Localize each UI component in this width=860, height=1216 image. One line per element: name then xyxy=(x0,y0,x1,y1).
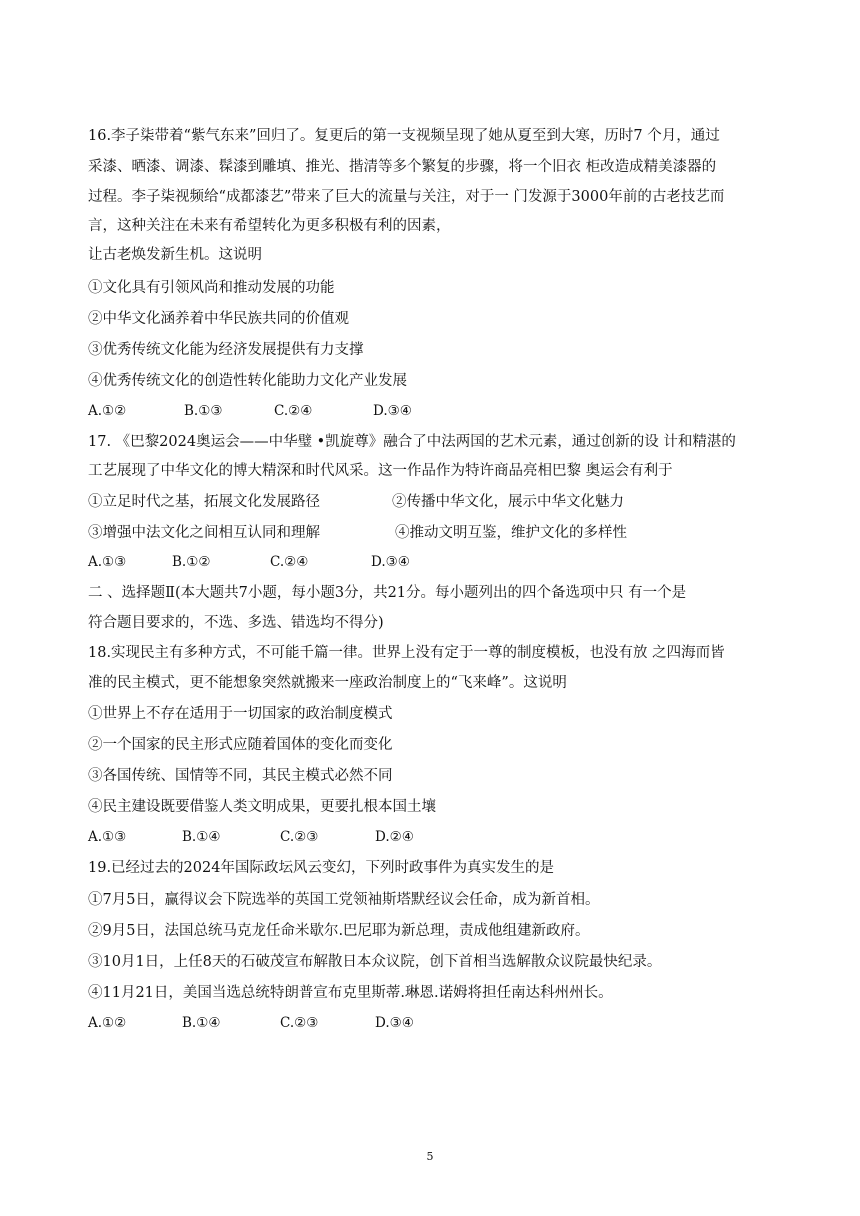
q16-stem-line: 言，这种关注在未来有希望转化为更多积极有利的因素， xyxy=(88,218,451,234)
q19-options xyxy=(88,1014,414,1032)
option-b: B.①③ xyxy=(184,403,223,419)
q19-stem-line: 19.已经过去的2024年国际政坛风云变幻，下列时政事件为真实发生的是 xyxy=(88,860,554,876)
q16-options xyxy=(88,402,412,420)
option-b: B.①② xyxy=(172,554,211,570)
option-c: C.②③ xyxy=(280,829,319,845)
q17-choice-row xyxy=(88,493,624,511)
q16-stem-line: 让古老焕发新生机。这说明 xyxy=(88,247,262,263)
q16-stem-line: 采漆、晒漆、调漆、髹漆到雕填、推光、揩清等多个繁复的步骤，将一个旧衣 柜改造成精美漆器的 xyxy=(88,159,717,175)
q19-choice-4: ④11月21日，美国当选总统特朗普宣布克里斯蒂.琳恩.诺姆将担任南达科州州长。 xyxy=(88,985,613,1001)
q18-options xyxy=(88,828,414,846)
option-d: D.③④ xyxy=(371,554,410,570)
option-c: C.②④ xyxy=(274,403,313,419)
option-a: A.①② xyxy=(88,403,127,419)
q16-choice-1: ①文化具有引领风尚和推动发展的功能 xyxy=(88,280,335,296)
q16-stem-line: 过程。李子柒视频给“成都漆艺”带来了巨大的流量与关注，对于一 门发源于3000年前的古老技艺而 xyxy=(88,189,725,205)
q17-stem-line: 工艺展现了中华文化的博大精深和时代风采。这一作品作为特许商品亮相巴黎 奥运会有利于 xyxy=(88,463,673,479)
q19-choice-1: ①7月5日，赢得议会下院选举的英国工党领袖斯塔默经议会任命，成为新首相。 xyxy=(88,892,600,908)
q17-choice-3: ③增强中法文化之间相互认同和理解 xyxy=(88,525,320,541)
option-a: A.①③ xyxy=(88,554,127,570)
q19-choice-3: ③10月1日，上任8天的石破茂宣布解散日本众议院，创下首相当选解散众议院最快纪录。 xyxy=(88,954,662,970)
q18-choice-1: ①世界上不存在适用于一切国家的政治制度模式 xyxy=(88,706,393,722)
q18-stem-line: 准的民主模式，更不能想象突然就搬来一座政治制度上的“飞来峰”。这说明 xyxy=(88,675,567,691)
option-a: A.①③ xyxy=(88,829,127,845)
q19-choice-2: ②9月5日，法国总统马克龙任命米歇尔.巴尼耶为新总理，责成他组建新政府。 xyxy=(88,923,590,939)
q17-choice-2: ②传播中华文化，展示中华文化魅力 xyxy=(392,494,624,510)
q17-choice-1: ①立足时代之基，拓展文化发展路径 xyxy=(88,494,320,510)
option-c: C.②③ xyxy=(280,1015,319,1031)
q18-choice-4: ④民主建设既要借鉴人类文明成果，更要扎根本国土壤 xyxy=(88,799,436,815)
q16-stem-line: 16.李子柒带着“紫气东来”回归了。复更后的第一支视频呈现了她从夏至到大寒，历时7 个月，通过 xyxy=(88,128,720,144)
q16-choice-2: ②中华文化涵养着中华民族共同的价值观 xyxy=(88,311,349,327)
option-b: B.①④ xyxy=(182,1015,221,1031)
q18-choice-2: ②一个国家的民主形式应随着国体的变化而变化 xyxy=(88,737,393,753)
option-d: D.③④ xyxy=(373,403,412,419)
q18-stem-line: 18.实现民主有多种方式，不可能千篇一律。世界上没有定于一尊的制度模板，也没有放 之四海而皆 xyxy=(88,645,725,661)
option-b: B.①④ xyxy=(182,829,221,845)
page-number: 5 xyxy=(426,1150,434,1163)
option-d: D.③④ xyxy=(375,1015,414,1031)
option-a: A.①② xyxy=(88,1015,127,1031)
section-heading: 符合题目要求的，不选、多选、错选均不得分) xyxy=(88,615,384,631)
section-heading: 二 、选择题Ⅱ(本大题共7小题，每小题3分，共21分。每小题列出的四个备选项中只 有一个是 xyxy=(88,585,687,601)
q17-options xyxy=(88,553,410,571)
q16-choice-3: ③优秀传统文化能为经济发展提供有力支撑 xyxy=(88,342,364,358)
q17-stem-line: 17. 《巴黎2024奥运会——中华璧 •凯旋尊》融合了中法两国的艺术元素，通过创新的设 计和精湛的 xyxy=(88,434,736,450)
option-d: D.②④ xyxy=(375,829,414,845)
q17-choice-row xyxy=(88,524,627,542)
q17-choice-4: ④推动文明互鉴，维护文化的多样性 xyxy=(395,525,627,541)
q16-choice-4: ④优秀传统文化的创造性转化能助力文化产业发展 xyxy=(88,373,407,389)
q18-choice-3: ③各国传统、国情等不同，其民主模式必然不同 xyxy=(88,768,393,784)
option-c: C.②④ xyxy=(270,554,309,570)
